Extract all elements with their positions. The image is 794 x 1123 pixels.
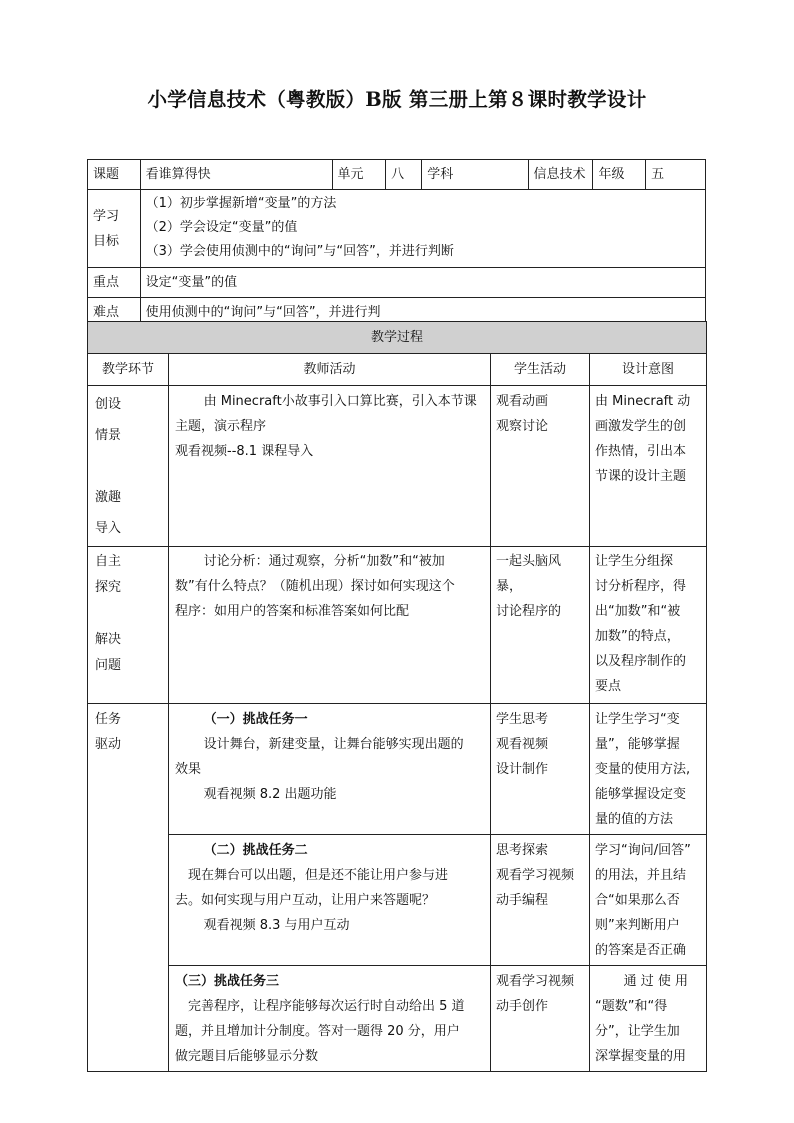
teacher-cell: （一）挑战任务一 设计舞台，新建变量，让舞台能够实现出题的 效果 观看视频 8.2 出题功能: [169, 704, 491, 835]
objective-item: （2）学会设定“变量”的值: [145, 220, 298, 235]
process-table: [87, 321, 707, 1072]
subject-label: 学科: [422, 160, 528, 190]
document-title: 小学信息技术（粤教版）B版 第三册上第８课时教学设计: [147, 88, 647, 111]
key-point-label: 重点: [88, 268, 141, 298]
table-row: [88, 386, 707, 547]
intent-cell: 让学生学习“变 量”，能够掌握 变量的使用方法, 能够掌握设定变 量的值的方法: [590, 704, 707, 835]
table-row: [88, 966, 707, 1072]
col-header-intent: 设计意图: [590, 354, 707, 386]
stage-cell: 自主 探究 解决 问题: [88, 547, 169, 704]
student-cell: 观看动画 观察讨论: [491, 386, 590, 547]
stage-cell: 创设 情景 激趣 导入: [88, 386, 169, 547]
subject-value: 信息技术: [528, 160, 593, 190]
difficulty-label: 难点: [88, 298, 141, 328]
task-title: （二）挑战任务二: [203, 843, 308, 858]
col-header-teacher: 教师活动: [169, 354, 491, 386]
task-title: （一）挑战任务一: [203, 712, 308, 727]
course-label: 课题: [88, 160, 141, 190]
difficulty-value: 使用侦测中的“询问”与“回答”，并进行判: [140, 298, 705, 328]
intent-cell: 学习“询问/回答” 的用法，并且结 合“如果那么否 则”来判断用户 的答案是否正确: [590, 835, 707, 966]
teacher-cell: 由 Minecraft小故事引入口算比赛，引入本节课 主题，演示程序 观看视频--8.1 课程导入: [169, 386, 491, 547]
grade-value: 五: [646, 160, 706, 190]
table-row: [88, 547, 707, 704]
col-header-student: 学生活动: [491, 354, 590, 386]
objectives-label: 学习 目标: [88, 190, 141, 268]
teacher-cell: 讨论分析：通过观察，分析“加数”和“被加 数”有什么特点？（随机出现）探讨如何实现这个 程序：如用户的答案和标准答案如何比配: [169, 547, 491, 704]
col-header-stage: 教学环节: [88, 354, 169, 386]
teacher-cell: （二）挑战任务二 现在舞台可以出题，但是还不能让用户参与进 去。如何实现与用户互动，让用户来答题呢？ 观看视频 8.3 与用户互动: [169, 835, 491, 966]
info-table: [87, 159, 706, 328]
task-title: （三）挑战任务三: [175, 974, 280, 989]
intent-cell: 通 过 使 用 “题数”和“得 分”，让学生加 深掌握变量的用: [590, 966, 707, 1072]
intent-cell: 让学生分组探 讨分析程序，得 出“加数”和“被 加数”的特点， 以及程序制作的 要点: [590, 547, 707, 704]
table-row: [88, 704, 707, 835]
student-cell: 观看学习视频 动手创作: [491, 966, 590, 1072]
student-cell: 一起头脑风暴， 讨论程序的: [491, 547, 590, 704]
course-value: 看谁算得快: [140, 160, 332, 190]
objective-item: （1）初步掌握新增“变量”的方法: [145, 196, 337, 211]
objectives-list: [140, 190, 705, 268]
process-header: 教学过程: [88, 322, 707, 354]
intent-cell: 由 Minecraft 动 画激发学生的创 作热情，引出本 节课的设计主题: [590, 386, 707, 547]
student-cell: 学生思考 观看视频 设计制作: [491, 704, 590, 835]
stage-cell: 任务 驱动: [88, 704, 169, 1072]
objective-item: （3）学会使用侦测中的“询问”与“回答”，并进行判断: [145, 244, 454, 259]
table-row: [88, 835, 707, 966]
key-point-value: 设定“变量”的值: [140, 268, 705, 298]
student-cell: 思考探索 观看学习视频 动手编程: [491, 835, 590, 966]
teacher-cell: （三）挑战任务三 完善程序，让程序能够每次运行时自动给出 5 道 题，并且增加计分制度。答对一题得 20 分，用户 做完题目后能够显示分数: [169, 966, 491, 1072]
unit-label: 单元: [332, 160, 386, 190]
grade-label: 年级: [593, 160, 646, 190]
unit-value: 八: [386, 160, 422, 190]
